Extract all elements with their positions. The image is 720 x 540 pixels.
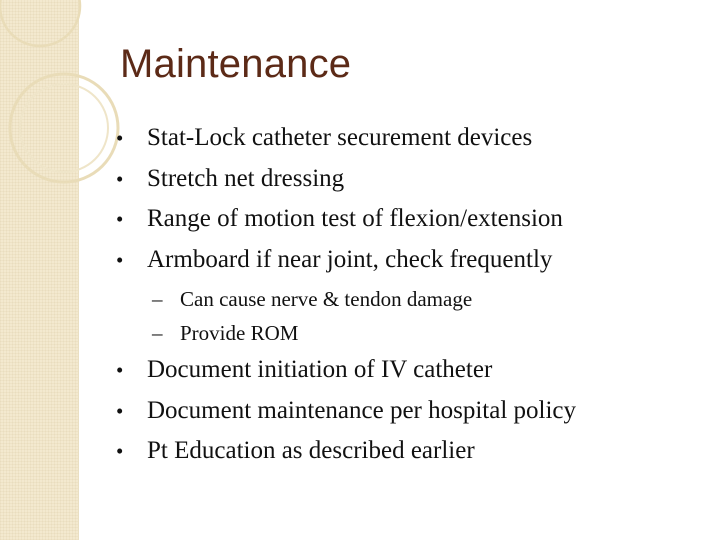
sub-bullet-marker: – (152, 321, 163, 345)
sub-bullet-text: Can cause nerve & tendon damage (180, 287, 473, 311)
bullet-text: Stretch net dressing (147, 164, 345, 192)
bullet-marker: • (116, 358, 124, 382)
bullet-marker: • (116, 166, 124, 191)
bullet-text: Document maintenance per hospital policy (147, 396, 577, 424)
sub-bullet-marker: – (152, 287, 163, 311)
bullet-item (110, 350, 700, 391)
bullet-text: Range of motion test of flexion/extension (147, 205, 563, 232)
slide-title: Maintenance (120, 42, 352, 86)
bullet-marker: • (116, 207, 124, 231)
bullet-text: Document initiation of IV catheter (147, 356, 493, 383)
sub-bullet-item (110, 316, 700, 350)
bullet-item (110, 199, 700, 240)
bullet-item (110, 118, 700, 159)
bullet-item (110, 159, 700, 200)
sub-bullet-item (110, 282, 700, 316)
bullet-text: Pt Education as described earlier (147, 437, 475, 464)
bullet-item (110, 391, 700, 432)
bullet-list (110, 118, 700, 472)
side-texture-strip (0, 0, 79, 540)
bullet-text: Armboard if near joint, check frequently (147, 245, 553, 273)
bullet-marker: • (116, 439, 124, 463)
sub-bullet-text: Provide ROM (180, 321, 299, 345)
bullet-marker: • (116, 247, 124, 272)
bullet-marker: • (116, 126, 124, 150)
bullet-item (110, 431, 700, 472)
bullet-item (110, 240, 700, 281)
bullet-text: Stat-Lock catheter securement devices (147, 124, 533, 151)
bullet-marker: • (116, 398, 124, 423)
